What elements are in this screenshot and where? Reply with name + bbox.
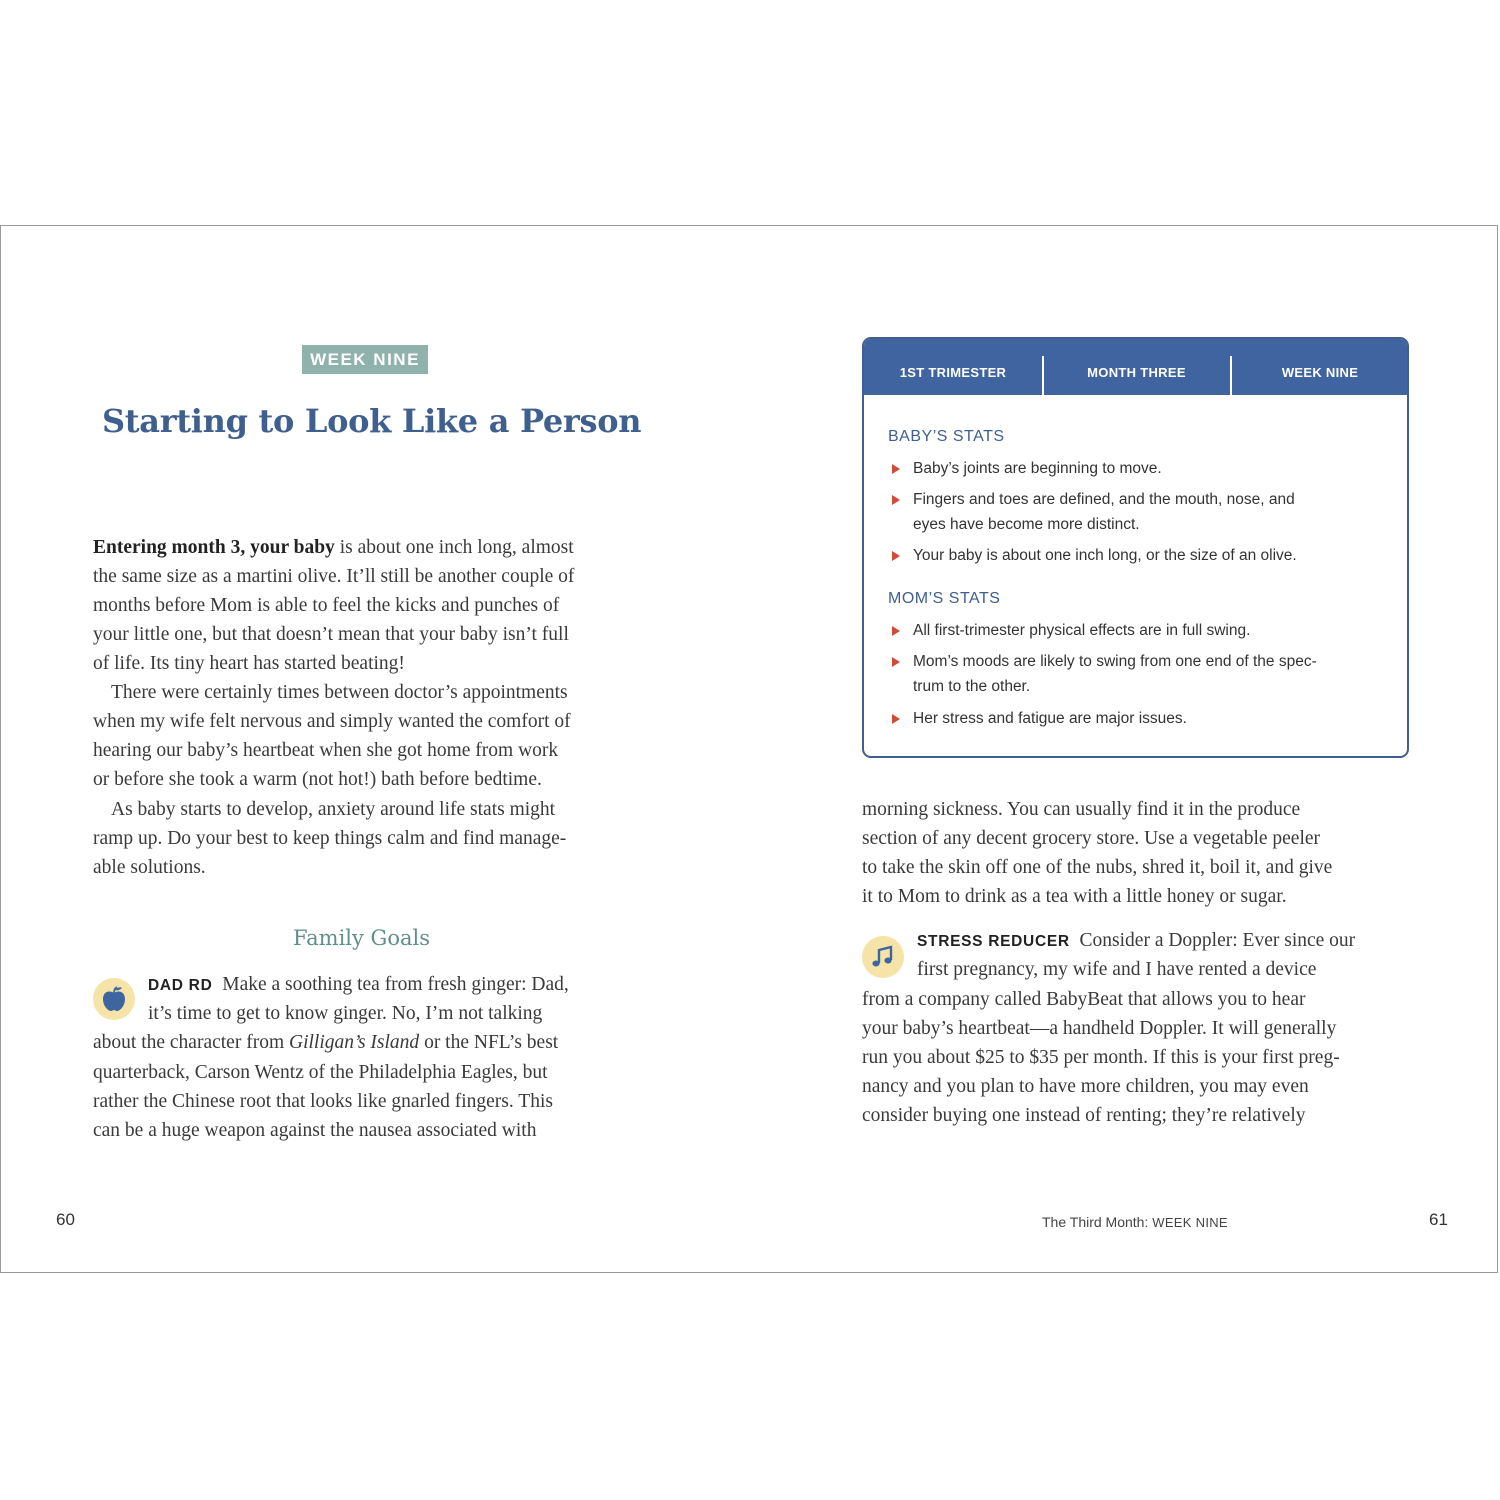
- baby-stat-item: Baby’s joints are beginning to move.: [913, 460, 1162, 477]
- stress-reducer-label: STRESS REDUCER: [917, 933, 1070, 950]
- text-line: or before she took a warm (not hot!) bath before bedtime.: [93, 769, 542, 790]
- bullet-arrow: [892, 495, 900, 505]
- page-number-right: 61: [1429, 1210, 1448, 1229]
- text-line: [917, 930, 1355, 952]
- mom-stat-item: Her stress and fatigue are major issues.: [913, 710, 1187, 727]
- text-line: section of any decent grocery store. Use a vegetable peeler: [862, 828, 1321, 849]
- tab-trimester: 1ST TRIMESTER: [899, 365, 1007, 380]
- tab-week: WEEK NINE: [1281, 365, 1359, 380]
- stats-box: [862, 337, 1409, 758]
- lead-in: Entering month 3, your baby: [93, 537, 335, 558]
- text-line: nancy and you plan to have more children, you may even: [862, 1076, 1309, 1097]
- stats-header-bar: [864, 339, 1407, 395]
- text-line: run you about $25 to $35 per month. If this is your first preg-: [862, 1047, 1340, 1068]
- text-span: Consider a Doppler: Ever since our: [1079, 930, 1356, 951]
- text-span: about the character from: [93, 1032, 289, 1053]
- music-note-icon: [862, 936, 904, 978]
- bullet-arrow: [892, 714, 900, 724]
- page-title: Starting to Look Like a Person: [102, 402, 642, 440]
- apple-icon: [93, 978, 135, 1020]
- text-line: [148, 974, 569, 996]
- mom-stats-heading: MOM’S STATS: [888, 590, 1001, 607]
- italic-title: Gilligan’s Island: [288, 1032, 420, 1053]
- text-line: morning sickness. You can usually find it in the produce: [862, 799, 1301, 820]
- text-line: hearing our baby’s heartbeat when she got home from work: [93, 740, 559, 761]
- text-line: There were certainly times between doctor’s appointments: [111, 682, 568, 703]
- text-line: of life. Its tiny heart has started beating!: [93, 653, 405, 674]
- bullet-arrow: [892, 657, 900, 667]
- page-number-left: 60: [56, 1210, 75, 1229]
- baby-stats-heading: BABY’S STATS: [888, 428, 1005, 445]
- section-heading: Family Goals: [293, 926, 430, 950]
- text-span: or the NFL’s best: [419, 1032, 559, 1053]
- running-head-prefix: The Third Month:: [1042, 1214, 1153, 1230]
- text-line: first pregnancy, my wife and I have rented a device: [917, 959, 1317, 980]
- mom-stat-item: Mom’s moods are likely to swing from one end of the spec-: [913, 653, 1317, 670]
- bullet-arrow: [892, 551, 900, 561]
- dad-rd-label: DAD RD: [148, 977, 213, 994]
- text-line: rather the Chinese root that looks like gnarled fingers. This: [93, 1091, 553, 1112]
- tab-month: MONTH THREE: [1087, 365, 1186, 380]
- text-line: [93, 1032, 558, 1054]
- text-line: your baby’s heartbeat—a handheld Doppler. It will generally: [862, 1018, 1337, 1039]
- text-line: when my wife felt nervous and simply wanted the comfort of: [93, 711, 571, 732]
- text-line: ramp up. Do your best to keep things calm and find manage-: [93, 828, 567, 849]
- text-line: months before Mom is able to feel the kicks and punches of: [93, 595, 560, 616]
- text-line: can be a huge weapon against the nausea associated with: [93, 1120, 537, 1141]
- baby-stat-item-cont: eyes have become more distinct.: [913, 516, 1140, 533]
- text-line: quarterback, Carson Wentz of the Philadelphia Eagles, but: [93, 1062, 548, 1083]
- text-line: to take the skin off one of the nubs, shred it, boil it, and give: [862, 857, 1333, 878]
- text-line: it to Mom to drink as a tea with a little honey or sugar.: [862, 886, 1287, 907]
- mom-stat-item-cont: trum to the other.: [913, 678, 1031, 695]
- bullet-arrow: [892, 626, 900, 636]
- text-line: consider buying one instead of renting; they’re relatively: [862, 1105, 1306, 1126]
- running-head-section: WEEK NINE: [1152, 1215, 1228, 1230]
- text-span: is about one inch long, almost: [334, 537, 574, 558]
- text-line: from a company called BabyBeat that allows you to hear: [862, 989, 1306, 1010]
- baby-stat-item: Fingers and toes are defined, and the mouth, nose, and: [913, 491, 1295, 508]
- mom-stat-item: All first-trimester physical effects are in full swing.: [913, 622, 1251, 639]
- text-span: Make a soothing tea from fresh ginger: Dad,: [222, 974, 569, 995]
- text-line: the same size as a martini olive. It’ll still be another couple of: [93, 566, 575, 587]
- text-line: your little one, but that doesn’t mean that your baby isn’t full: [93, 624, 569, 645]
- bullet-arrow: [892, 464, 900, 474]
- text-line: [93, 537, 574, 559]
- text-line: it’s time to get to know ginger. No, I’m not talking: [148, 1003, 543, 1024]
- week-tag: WEEK NINE: [302, 345, 428, 374]
- baby-stat-item: Your baby is about one inch long, or the size of an olive.: [913, 547, 1297, 564]
- running-head: [1042, 1214, 1228, 1230]
- text-line: able solutions.: [93, 857, 206, 878]
- text-line: As baby starts to develop, anxiety around life stats might: [111, 799, 556, 820]
